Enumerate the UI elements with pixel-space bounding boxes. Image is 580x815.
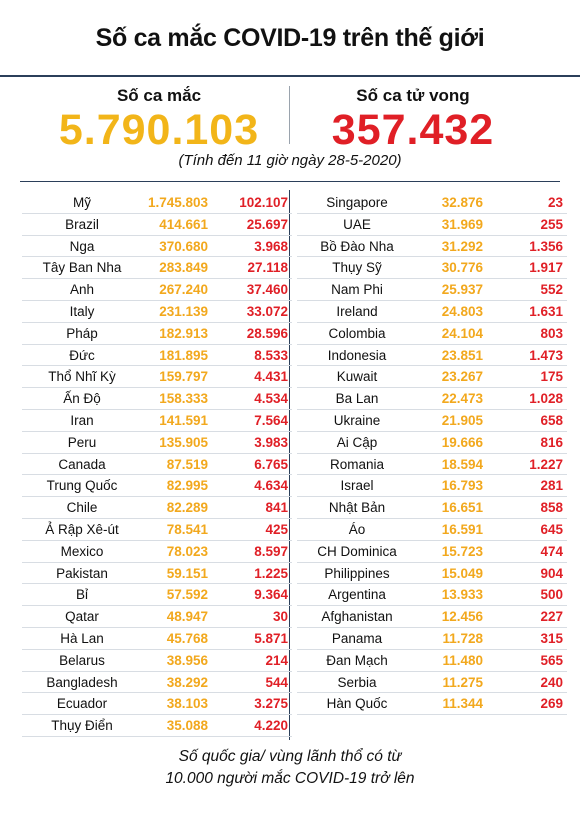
country-name: Tây Ban Nha — [42, 260, 122, 276]
deaths-value: 552 — [540, 282, 563, 298]
cases-value: 370.680 — [159, 238, 208, 254]
table-row — [22, 650, 292, 672]
table-row — [297, 257, 567, 279]
cases-value: 78.023 — [166, 543, 208, 559]
deaths-value: 565 — [540, 652, 563, 668]
country-name: Mexico — [60, 543, 104, 559]
cases-value: 48.947 — [166, 609, 208, 625]
deaths-value: 9.364 — [254, 587, 288, 603]
country-name: Hàn Quốc — [326, 696, 388, 712]
footnote-line-2: 10.000 người mắc COVID-19 trở lên — [165, 770, 415, 787]
deaths-value: 544 — [265, 674, 288, 690]
deaths-value: 23 — [547, 195, 563, 210]
footnote-line-1: Số quốc gia/ vùng lãnh thổ có từ — [178, 748, 402, 765]
cases-value: 16.591 — [441, 521, 483, 537]
table-row — [22, 497, 292, 519]
deaths-value: 4.431 — [254, 369, 288, 385]
table-row — [22, 214, 292, 236]
cases-value: 11.344 — [442, 696, 483, 712]
cases-value: 11.728 — [442, 630, 483, 646]
cases-value: 59.151 — [166, 565, 208, 581]
country-name: Kuwait — [336, 369, 378, 385]
cases-value: 18.594 — [441, 456, 483, 472]
cases-value: 30.776 — [441, 260, 483, 276]
table-row — [22, 606, 292, 628]
cases-value: 78.541 — [166, 521, 208, 537]
table-row — [297, 693, 567, 715]
country-name: Ecuador — [56, 696, 108, 712]
deaths-value: 7.564 — [254, 412, 288, 428]
cases-value: 16.793 — [441, 478, 483, 494]
deaths-value: 5.871 — [254, 630, 288, 646]
country-name: Peru — [67, 434, 97, 450]
total-deaths-label: Số ca tử vong — [356, 86, 470, 105]
table-row — [297, 628, 567, 650]
country-name: Ả Rập Xê-út — [45, 521, 119, 537]
table-row — [22, 432, 292, 454]
deaths-value: 227 — [540, 609, 563, 625]
country-name: Panama — [331, 630, 383, 646]
table-row — [297, 192, 567, 214]
cases-value: 13.933 — [441, 587, 483, 603]
country-name: Romania — [329, 456, 385, 472]
deaths-value: 269 — [540, 696, 563, 712]
cases-value: 159.797 — [159, 369, 208, 385]
cases-value: 25.937 — [441, 282, 483, 298]
table-row — [297, 214, 567, 236]
deaths-value: 25.697 — [246, 216, 288, 232]
country-name: Ba Lan — [335, 391, 379, 407]
country-name: Nga — [69, 238, 95, 254]
country-name: Pháp — [66, 325, 98, 341]
country-name: Indonesia — [327, 347, 387, 363]
deaths-value: 3.968 — [254, 238, 288, 254]
deaths-value: 6.765 — [254, 456, 288, 472]
deaths-value: 8.533 — [254, 347, 288, 363]
country-name: Brazil — [65, 216, 99, 232]
top-divider — [0, 75, 580, 77]
table-row — [22, 345, 292, 367]
country-name: Israel — [340, 478, 374, 494]
cases-value: 181.895 — [159, 347, 208, 363]
table-row — [22, 519, 292, 541]
cases-value: 22.473 — [441, 391, 483, 407]
cases-value: 414.661 — [159, 216, 208, 232]
table-top-divider — [20, 181, 560, 182]
country-name: Thụy Sỹ — [332, 260, 382, 276]
deaths-value: 1.028 — [529, 391, 563, 407]
table-row — [22, 366, 292, 388]
deaths-value: 816 — [540, 434, 563, 450]
cases-value: 23.851 — [441, 347, 483, 363]
table-row — [22, 541, 292, 563]
as-of-date: (Tính đến 11 giờ ngày 28-5-2020) — [178, 152, 402, 169]
country-name: Serbia — [337, 674, 377, 690]
country-name: Colombia — [328, 325, 386, 341]
deaths-value: 255 — [540, 216, 563, 232]
infographic-title: Số ca mắc COVID-19 trên thế giới — [95, 24, 485, 52]
country-name: Afghanistan — [321, 609, 393, 625]
table-row — [297, 475, 567, 497]
country-name: Singapore — [326, 195, 388, 210]
table-row — [22, 388, 292, 410]
cases-value: 24.104 — [441, 325, 483, 341]
total-cases-label: Số ca mắc — [116, 86, 202, 105]
table-row — [297, 366, 567, 388]
table-row — [22, 236, 292, 258]
cases-value: 38.103 — [166, 696, 208, 712]
country-name: UAE — [343, 216, 371, 232]
country-name: Trung Quốc — [46, 478, 118, 494]
country-name: CH Dominica — [317, 543, 397, 559]
table-row — [22, 279, 292, 301]
table-row — [297, 301, 567, 323]
country-name: Ireland — [336, 303, 378, 319]
deaths-value: 175 — [540, 369, 563, 385]
deaths-value: 425 — [265, 521, 288, 537]
country-name: Chile — [66, 500, 98, 516]
footnote — [0, 746, 580, 790]
country-name: Ai Cập — [336, 434, 378, 450]
country-name: Đức — [69, 347, 95, 363]
deaths-value: 30 — [272, 609, 288, 625]
deaths-value: 28.596 — [246, 325, 288, 341]
table-row — [22, 693, 292, 715]
table-row — [297, 432, 567, 454]
deaths-value: 33.072 — [246, 303, 288, 319]
country-name: Bồ Đào Nha — [320, 238, 394, 254]
table-row — [297, 584, 567, 606]
cases-value: 35.088 — [166, 718, 208, 734]
total-deaths-value: 357.432 — [331, 106, 495, 154]
country-name: Thổ Nhĩ Kỳ — [48, 369, 116, 385]
cases-value: 11.275 — [442, 674, 483, 690]
table-row — [297, 672, 567, 694]
table-row — [297, 236, 567, 258]
deaths-value: 4.534 — [254, 391, 288, 407]
table-row — [297, 388, 567, 410]
country-name: Ấn Độ — [63, 391, 101, 407]
country-name: Nam Phi — [331, 282, 383, 298]
deaths-value: 645 — [540, 521, 563, 537]
deaths-value: 37.460 — [246, 282, 288, 298]
deaths-value: 803 — [540, 325, 563, 341]
country-name: Áo — [348, 521, 366, 537]
country-name: Philippines — [324, 565, 390, 581]
cases-value: 11.480 — [442, 652, 483, 668]
cases-value: 231.139 — [159, 303, 208, 319]
deaths-value: 4.220 — [254, 718, 288, 734]
table-row — [297, 563, 567, 585]
table-row — [297, 279, 567, 301]
table-row — [297, 345, 567, 367]
cases-value: 267.240 — [159, 282, 208, 298]
table-row — [22, 628, 292, 650]
deaths-value: 1.225 — [254, 565, 288, 581]
table-row — [22, 454, 292, 476]
table-row — [297, 606, 567, 628]
table-row — [297, 519, 567, 541]
table-row — [22, 410, 292, 432]
cases-value: 12.456 — [441, 609, 483, 625]
deaths-value: 1.227 — [529, 456, 563, 472]
cases-value: 16.651 — [441, 500, 483, 516]
table-row — [297, 454, 567, 476]
table-left-column — [22, 192, 292, 737]
deaths-value: 281 — [540, 478, 563, 494]
deaths-value: 841 — [265, 500, 288, 516]
deaths-value: 1.631 — [529, 303, 563, 319]
deaths-value: 858 — [540, 500, 563, 516]
country-name: Đan Mạch — [326, 652, 388, 668]
cases-value: 15.049 — [441, 565, 483, 581]
country-name: Nhật Bản — [328, 500, 386, 516]
deaths-value: 500 — [540, 587, 563, 603]
country-name: Thụy Điển — [51, 718, 113, 734]
cases-value: 135.905 — [159, 434, 208, 450]
country-name: Qatar — [65, 609, 99, 625]
table-row — [22, 323, 292, 345]
country-name: Argentina — [328, 587, 386, 603]
country-name: Bỉ — [75, 587, 88, 603]
table-row — [22, 672, 292, 694]
deaths-value: 1.356 — [529, 238, 563, 254]
table-row — [297, 541, 567, 563]
table-row — [22, 301, 292, 323]
cases-value: 31.292 — [441, 238, 483, 254]
deaths-value: 1.917 — [529, 260, 563, 276]
country-name: Ukraine — [333, 412, 381, 428]
cases-value: 45.768 — [166, 630, 208, 646]
cases-value: 32.876 — [441, 195, 483, 210]
cases-value: 38.956 — [166, 652, 208, 668]
deaths-value: 3.983 — [254, 434, 288, 450]
cases-value: 82.289 — [166, 500, 208, 516]
country-name: Pakistan — [56, 565, 108, 581]
cases-value: 38.292 — [166, 674, 208, 690]
cases-value: 31.969 — [441, 216, 483, 232]
table-row — [297, 650, 567, 672]
deaths-value: 315 — [540, 630, 563, 646]
table-row — [22, 475, 292, 497]
deaths-value: 658 — [540, 412, 563, 428]
cases-value: 182.913 — [159, 325, 208, 341]
deaths-value: 102.107 — [239, 195, 288, 210]
deaths-value: 3.275 — [254, 696, 288, 712]
table-row — [22, 715, 292, 737]
cases-value: 158.333 — [159, 391, 208, 407]
cases-value: 82.995 — [166, 478, 208, 494]
table-row — [297, 323, 567, 345]
cases-value: 15.723 — [441, 543, 483, 559]
country-name: Hà Lan — [60, 630, 104, 646]
country-name: Italy — [69, 303, 95, 319]
country-name: Anh — [69, 282, 95, 298]
cases-value: 24.803 — [441, 303, 483, 319]
deaths-value: 240 — [540, 674, 563, 690]
table-right-column — [297, 192, 567, 715]
country-name: Bangladesh — [46, 674, 118, 690]
deaths-value: 27.118 — [247, 260, 288, 276]
country-name: Mỹ — [73, 195, 91, 210]
cases-value: 87.519 — [166, 456, 208, 472]
cases-value: 21.905 — [441, 412, 483, 428]
cases-value: 57.592 — [166, 587, 208, 603]
cases-value: 1.745.803 — [147, 195, 208, 210]
cases-value: 19.666 — [441, 434, 483, 450]
table-row — [22, 257, 292, 279]
country-name: Belarus — [59, 652, 105, 668]
country-name: Iran — [70, 412, 94, 428]
table-row — [22, 192, 292, 214]
table-row — [297, 410, 567, 432]
table-row — [22, 563, 292, 585]
deaths-value: 474 — [540, 543, 563, 559]
deaths-value: 8.597 — [254, 543, 288, 559]
total-cases-value: 5.790.103 — [58, 106, 260, 154]
deaths-value: 1.473 — [529, 347, 563, 363]
deaths-value: 214 — [265, 652, 288, 668]
deaths-value: 4.634 — [254, 478, 288, 494]
table-row — [22, 584, 292, 606]
cases-value: 283.849 — [159, 260, 208, 276]
deaths-value: 904 — [540, 565, 563, 581]
cases-value: 141.591 — [159, 412, 208, 428]
country-name: Canada — [58, 456, 106, 472]
cases-value: 23.267 — [441, 369, 483, 385]
table-row — [297, 497, 567, 519]
